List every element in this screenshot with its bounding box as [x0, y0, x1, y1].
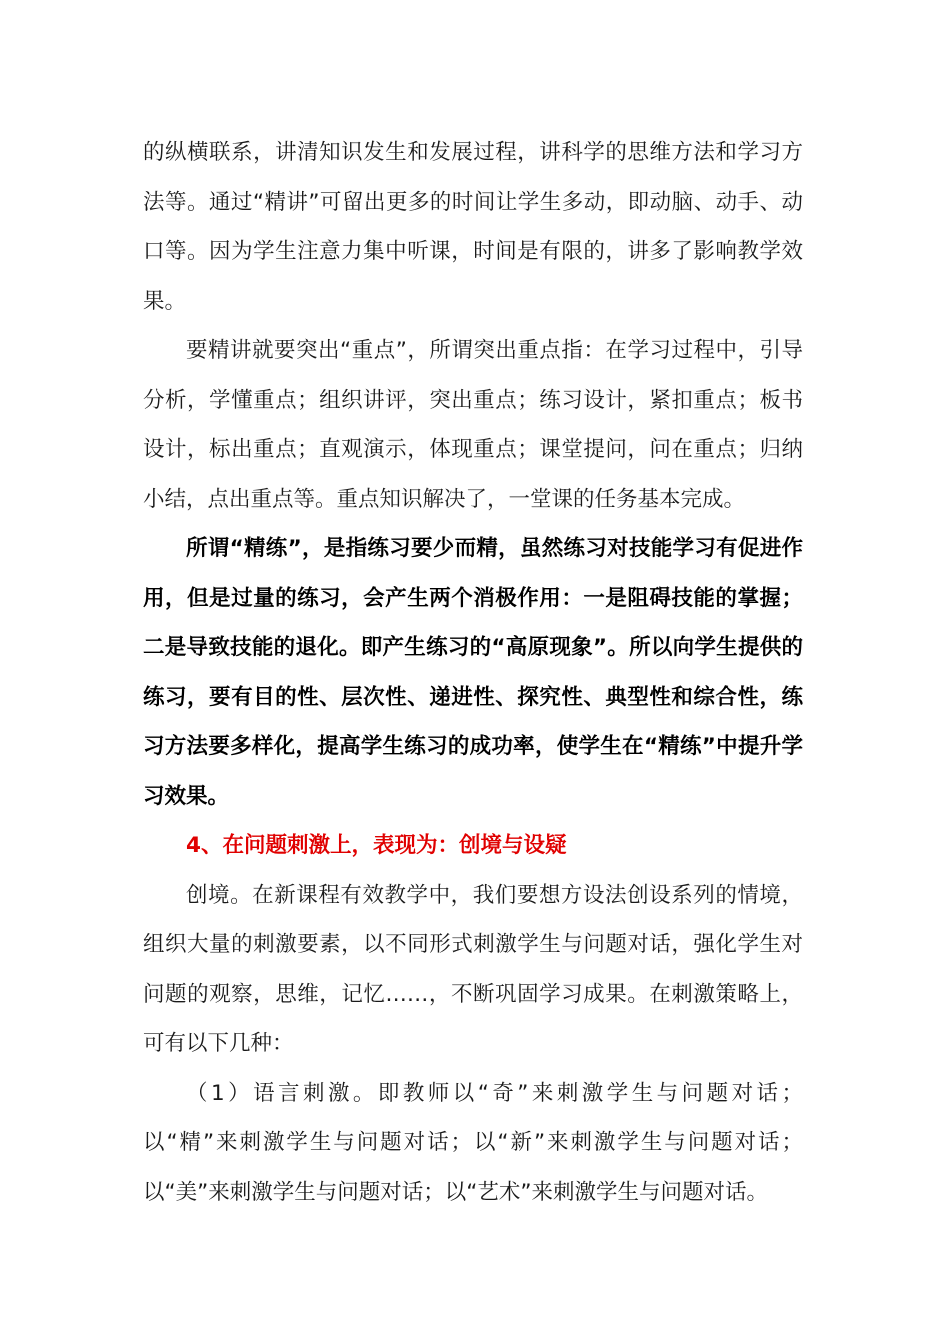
paragraph-explanation-continued: 的纵横联系，讲清知识发生和发展过程，讲科学的思维方法和学习方法等。通过“精讲”可留出更多的时间让学生多动，即动脑、动手、动口等。因为学生注意力集中听课，时间是有限的，讲多了影响教学效果。: [143, 140, 803, 314]
document-body: [143, 128, 803, 1217]
list-item-language-stimulus: （1）语言刺激。即教师以“奇”来刺激学生与问题对话；以“精”来刺激学生与问题对话；以“新”来刺激学生与问题对话；以“美”来刺激学生与问题对话；以“艺术”来刺激学生与问题对话。: [143, 1080, 803, 1205]
paragraph-key-points: 要精讲就要突出“重点”，所谓突出重点指：在学习过程中，引导分析，学懂重点；组织讲评，突出重点；练习设计，紧扣重点；板书设计，标出重点；直观演示，体现重点；课堂提问，问在重点；归纳小结，点出重点等。重点知识解决了，一堂课的任务基本完成。: [143, 338, 803, 512]
section-heading-4: 4、在问题刺激上，表现为：创境与设疑: [186, 833, 567, 858]
paragraph-practice-bold: 所谓“精练”，是指练习要少而精，虽然练习对技能学习有促进作用，但是过量的练习，会产生两个消极作用：一是阻碍技能的掌握；二是导致技能的退化。即产生练习的“高原现象”。所以向学生提供的练习，要有目的性、层次性、递进性、探究性、典型性和综合性，练习方法要多样化，提高学生练习的成功率，使学生在“精练”中提升学习效果。: [143, 536, 803, 809]
paragraph-create-context: 创境。在新课程有效教学中，我们要想方设法创设系列的情境，组织大量的刺激要素，以不同形式刺激学生与问题对话，强化学生对问题的观察，思维，记忆……，不断巩固学习成果。在刺激策略上，可有以下几种：: [143, 882, 803, 1056]
